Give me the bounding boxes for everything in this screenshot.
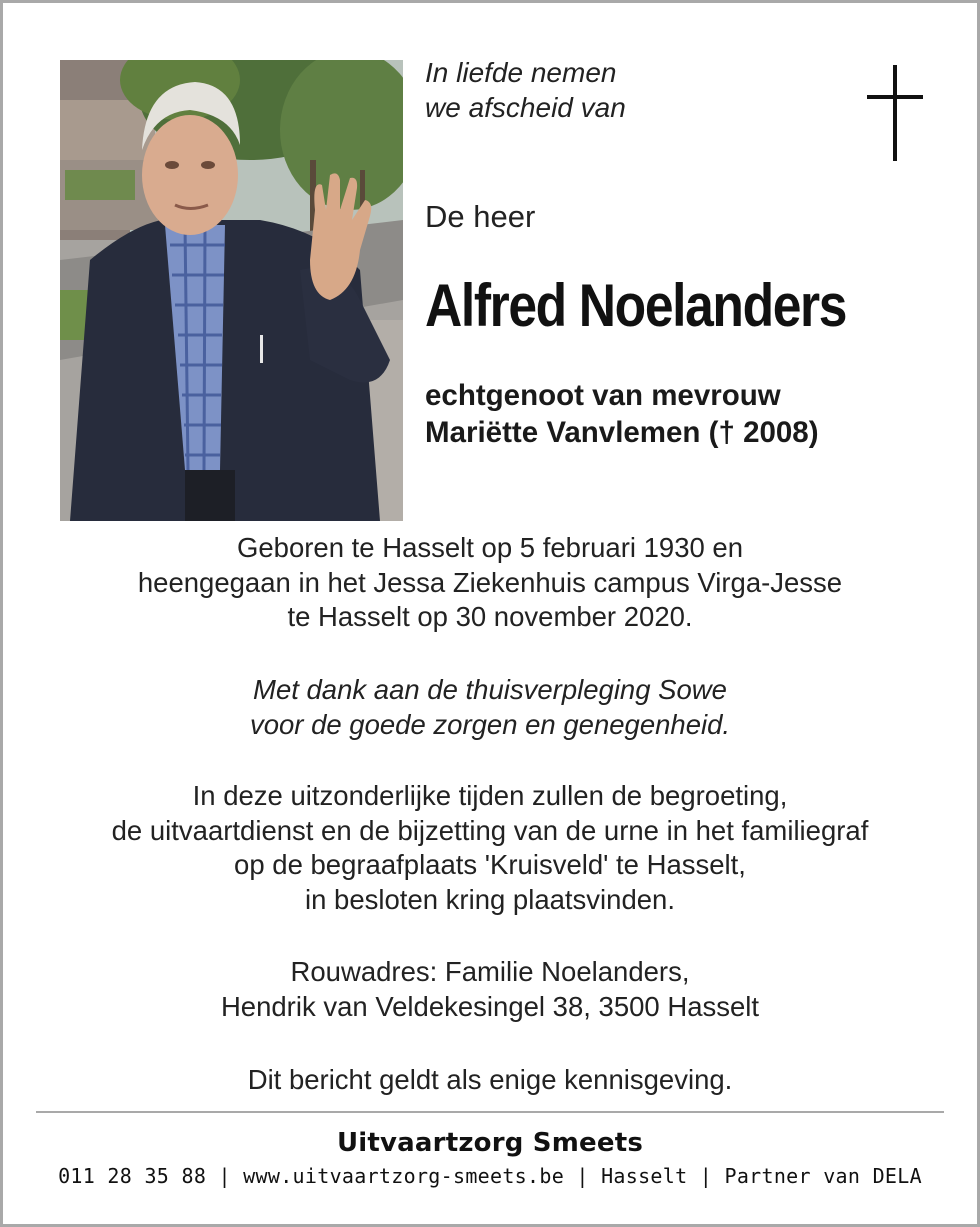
birth-death-paragraph [3,531,977,635]
paragraph-line: In deze uitzonderlijke tijden zullen de begroeting, [192,780,788,811]
spouse-line: echtgenoot van mevrouw [425,379,781,412]
paragraph-line: in besloten kring plaatsvinden. [305,883,675,915]
paragraph-line: Met dank aan de thuisverpleging Sowe [253,674,727,705]
spouse-line: Mariëtte Vanvlemen († 2008) [425,416,819,449]
portrait-photo [60,60,403,521]
cross-icon [867,65,923,161]
intro-text [425,55,626,125]
intro-line: In liefde nemen [425,57,617,88]
footer-divider [36,1111,944,1113]
paragraph-line: Geboren te Hasselt op 5 februari 1930 en [236,532,744,563]
paragraph-line: Dit bericht geldt als enige kennisgeving. [247,1064,733,1095]
deceased-name: Alfred Noelanders [425,272,847,339]
funeral-home-name: Uitvaartzorg Smeets [336,1128,643,1158]
paragraph-line: te Hasselt op 30 november 2020. [287,601,693,632]
paragraph-line: voor de goede zorgen en genegenheid. [249,708,731,740]
funeral-home-contact: 011 28 35 88 | www.uitvaartzorg-smeets.be | Hasselt | Partner van DELA [58,1164,922,1188]
paragraph-line: de uitvaartdienst en de bijzetting van de urne in het familiegraf [111,814,869,846]
intro-line: we afscheid van [425,92,626,123]
paragraph-line: Hendrik van Veldekesingel 38, 3500 Hasselt [220,990,760,1022]
address-paragraph [3,955,977,1024]
thanks-paragraph [3,673,977,742]
spouse-info [425,377,819,451]
paragraph-line: Rouwadres: Familie Noelanders, [290,956,690,987]
honorific: De heer [425,199,536,234]
paragraph-line: heengegaan in het Jessa Ziekenhuis campus Virga-Jesse [137,566,843,598]
paragraph-line: op de begraafplaats 'Kruisveld' te Hasselt, [234,849,746,880]
ceremony-paragraph [3,779,977,917]
notice-text [3,1063,977,1098]
